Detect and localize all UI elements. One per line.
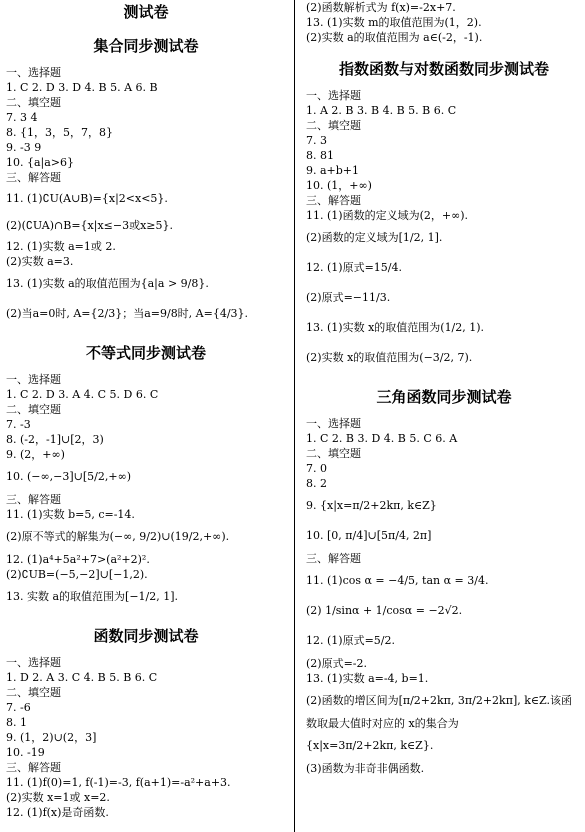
answer-line: (2)函数的定义域为[1/2, 1]. <box>306 231 443 244</box>
answer-line: (2)实数 x的取值范围为(−3/2, 7). <box>306 351 473 364</box>
section-title: 三角函数同步测试卷 <box>376 388 512 406</box>
answer-line: 9. (1，2)∪(2，3] <box>6 731 97 744</box>
answer-line: 13. 实数 a的取值范围为[−1/2, 1]. <box>6 590 179 603</box>
answer-line: (2)实数 a的取值范围为 a∈(-2，-1). <box>306 31 483 44</box>
answer-line: (2)实数 x=1或 x=2. <box>6 791 110 804</box>
answer-line: 二、填空题 <box>6 686 61 699</box>
answer-line: 12. (1)原式=5/2. <box>306 634 395 647</box>
answer-line: 11. (1)实数 b=5, c=-14. <box>6 508 135 521</box>
answer-line: 9. {x|x=π/2+2kπ, k∈Z} <box>306 499 437 512</box>
answer-line: 一、选择题 <box>6 66 61 79</box>
answer-line: (2) 1/sinα + 1/cosα = −2√2. <box>306 604 463 617</box>
section-title: 不等式同步测试卷 <box>85 344 206 362</box>
answer-line: 三、解答题 <box>6 761 61 774</box>
answer-line: 9. (2，+∞) <box>6 448 65 461</box>
answer-line: 7. 0 <box>306 462 327 475</box>
page-title: 测试卷 <box>123 3 169 21</box>
answer-line: 7. 3 4 <box>6 111 38 124</box>
left-column <box>6 0 286 820</box>
answer-line: 13. (1)实数 m的取值范围为(1，2). <box>306 16 482 29</box>
answer-line: 8. (-2，-1]∪[2，3) <box>6 433 104 446</box>
answer-line: 10. -19 <box>6 746 45 759</box>
answer-line: {x|x=3π/2+2kπ, k∈Z}. <box>306 739 434 752</box>
answer-line: 8. 81 <box>306 149 334 162</box>
answer-line: 三、解答题 <box>6 493 61 506</box>
answer-line: 10. [0, π/4]∪[5π/4, 2π] <box>306 529 432 542</box>
answer-line: 一、选择题 <box>306 417 361 430</box>
answer-line: 一、选择题 <box>306 89 361 102</box>
answer-line: 13. (1)实数 x的取值范围为(1/2, 1). <box>306 321 485 334</box>
answer-line: (2)原式=−11/3. <box>306 291 391 304</box>
answer-line: 8. 1 <box>6 716 27 729</box>
answer-line: 三、解答题 <box>306 194 361 207</box>
answer-line: 一、选择题 <box>6 373 61 386</box>
answer-line: 11. (1)函数的定义域为(2，+∞). <box>306 209 469 222</box>
answer-line: 11. (1)cos α = −4/5, tan α = 3/4. <box>306 574 489 587</box>
answer-line: 1. D 2. A 3. C 4. B 5. B 6. C <box>6 671 158 684</box>
answer-line: 1. C 2. D 3. A 4. C 5. D 6. C <box>6 388 159 401</box>
answer-line: 1. A 2. B 3. B 4. B 5. B 6. C <box>306 104 457 117</box>
answer-line: 二、填空题 <box>306 447 361 460</box>
section-title: 指数函数与对数函数同步测试卷 <box>338 60 549 78</box>
section-title: 集合同步测试卷 <box>93 37 199 55</box>
answer-line: 一、选择题 <box>6 656 61 669</box>
answer-line: 二、填空题 <box>6 96 61 109</box>
answer-line: 7. -3 <box>6 418 31 431</box>
answer-line: (3)函数为非奇非偶函数. <box>306 762 425 775</box>
answer-line: 13. (1)实数 a=-4, b=1. <box>306 672 429 685</box>
answer-line: 12. (1)f(x)是奇函数. <box>6 806 109 819</box>
answer-line: 二、填空题 <box>306 119 361 132</box>
answer-line: 12. (1)a⁴+5a²+7>(a²+2)². <box>6 553 150 566</box>
right-column <box>306 0 582 776</box>
left-sections <box>6 22 286 820</box>
answer-line: 8. 2 <box>306 477 327 490</box>
answer-line: 12. (1)实数 a=1或 2. <box>6 240 116 253</box>
answer-line: 7. 3 <box>306 134 327 147</box>
answer-line: (2)原式=-2. <box>306 657 368 670</box>
answer-line: 1. C 2. B 3. D 4. B 5. C 6. A <box>306 432 458 445</box>
column-divider <box>294 0 295 832</box>
answer-line: 二、填空题 <box>6 403 61 416</box>
right-top-lines <box>306 0 582 45</box>
answer-line: (2)函数的增区间为[π/2+2kπ, 3π/2+2kπ], k∈Z.该函 <box>306 694 572 707</box>
answer-line: 12. (1)原式=15/4. <box>306 261 402 274</box>
answer-line: 三、解答题 <box>6 171 61 184</box>
answer-line: 10. {a|a>6} <box>6 156 75 169</box>
answer-line: (2)当a=0时, A={2/3}；当a=9/8时, A={4/3}. <box>6 307 249 320</box>
answer-line: 10. (−∞,−3]∪[5/2,+∞) <box>6 470 132 483</box>
answer-line: 11. (1)∁U(A∪B)={x|2<x<5}. <box>6 192 168 205</box>
answer-line: (2)实数 a=3. <box>6 255 74 268</box>
answer-line: 11. (1)f(0)=1, f(-1)=-3, f(a+1)=-a²+a+3. <box>6 776 231 789</box>
right-sections <box>306 45 582 776</box>
answer-line: (2)(∁UA)∩B={x|x≤−3或x≥5}. <box>6 219 174 232</box>
answer-line: 三、解答题 <box>306 552 361 565</box>
answer-line: 9. -3 9 <box>6 141 42 154</box>
answer-line: (2)函数解析式为 f(x)=-2x+7. <box>306 1 456 14</box>
answer-line: 数取最大值时对应的 x的集合为 <box>306 717 459 730</box>
answer-line: 8. {1，3，5，7，8} <box>6 126 113 139</box>
answer-line: 7. -6 <box>6 701 31 714</box>
answer-line: 10. (1，+∞) <box>306 179 372 192</box>
answer-line: (2)原不等式的解集为(−∞, 9/2)∪(19/2,+∞). <box>6 530 230 543</box>
answer-line: 9. a+b+1 <box>306 164 360 177</box>
answer-line: 1. C 2. D 3. D 4. B 5. A 6. B <box>6 81 158 94</box>
answer-line: 13. (1)实数 a的取值范围为{a|a > 9/8}. <box>6 277 209 290</box>
answer-line: (2)∁UB=(−5,−2]∪[−1,2). <box>6 568 148 581</box>
section-title: 函数同步测试卷 <box>93 627 199 645</box>
